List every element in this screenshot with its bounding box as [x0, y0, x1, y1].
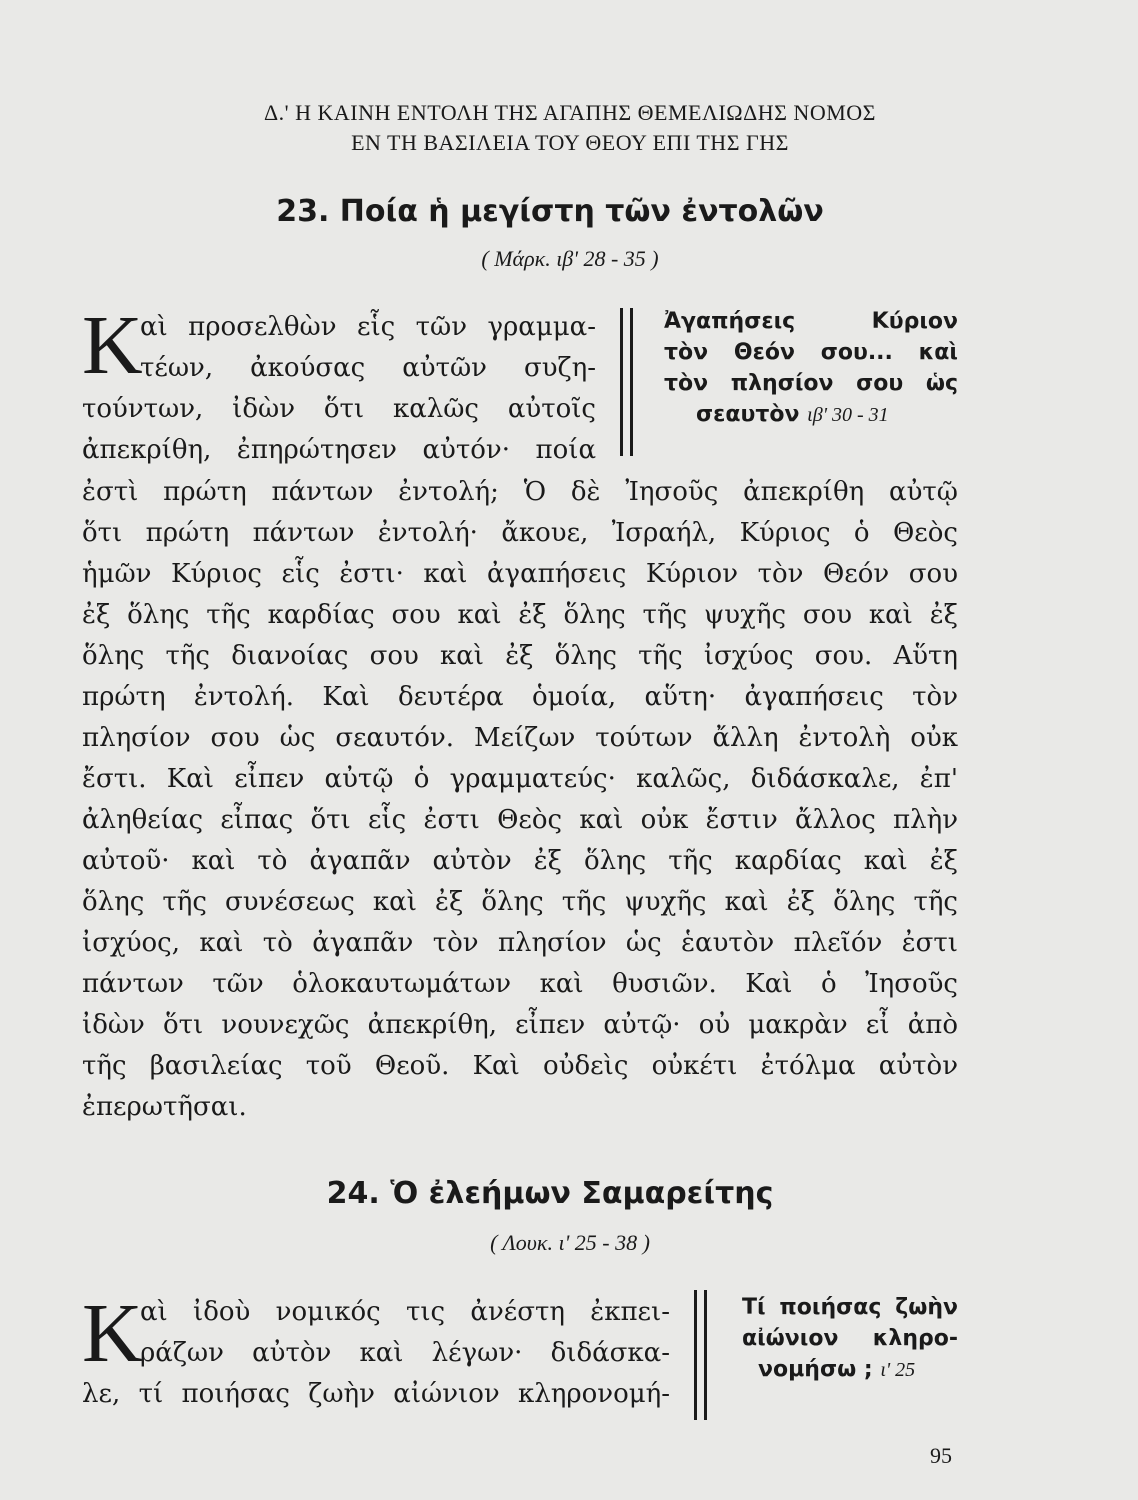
side-note-last-word: σεαυτὸν	[696, 402, 800, 427]
running-head	[120, 98, 1020, 158]
side-note-rule-right	[630, 308, 633, 456]
body-line: τῆς βασιλείας τοῦ Θεοῦ. Καὶ οὐδεὶς οὐκέτι ἐτόλμα αὐτὸν	[82, 1051, 958, 1081]
body-line: αὐτοῦ· καὶ τὸ ἀγαπᾶν αὐτὸν ἐξ ὅλης τῆς καρδίας καὶ ἐξ	[82, 846, 958, 876]
side-note-reference: ιβ' 30 - 31	[807, 404, 889, 426]
section-23-side-note	[664, 306, 958, 431]
section-23-intro-line-2: τέων, ἀκούσας αὐτῶν συζη-	[140, 353, 596, 383]
body-line: ἐξ ὅλης τῆς καρδίας σου καὶ ἐξ ὅλης τῆς ψυχῆς σου καὶ ἐξ	[82, 600, 958, 630]
side-note-line: τὸν Θεόν σου... καὶ	[664, 340, 958, 365]
section-24-intro-line-1: αὶ ἰδοὺ νομικός τις ἀνέστη ἐκπει-	[140, 1297, 670, 1327]
body-line: πρώτη ἐντολή. Καὶ δευτέρα ὁμοία, αὕτη· ἀγαπήσεις τὸν	[82, 682, 958, 712]
running-head-line-1: Δ.' Η ΚΑΙΝΗ ΕΝΤΟΛΗ ΤΗΣ ΑΓΑΠΗΣ ΘΕΜΕΛΙΩΔΗΣ ΝΟΜΟΣ	[264, 100, 876, 125]
section-23-title: 23. Ποία ἡ μεγίστη τῶν ἐντολῶν	[276, 194, 824, 229]
body-line: ὅτι πρώτη πάντων ἐντολή· ἄκουε, Ἰσραήλ, Κύριος ὁ Θεὸς	[82, 518, 958, 548]
section-24-title: 24. Ὁ ἐλεήμων Σαμαρείτης	[326, 1176, 774, 1211]
side-note-rule-left	[694, 1290, 697, 1420]
section-23-drop-cap: Κ	[82, 299, 143, 392]
side-note-line: Ἀγαπήσεις Κύριον	[664, 309, 958, 334]
body-line: ἡμῶν Κύριος εἷς ἐστι· καὶ ἀγαπήσεις Κύριον τὸν Θεόν σου	[82, 559, 958, 589]
body-line: ἔστι. Καὶ εἶπεν αὐτῷ ὁ γραμματεύς· καλῶς, διδάσκαλε, ἐπ'	[82, 764, 958, 794]
section-23-reference: ( Μάρκ. ιβ' 28 - 35 )	[481, 246, 659, 271]
body-line: ὅλης τῆς συνέσεως καὶ ἐξ ὅλης τῆς ψυχῆς καὶ ἐξ ὅλης τῆς	[82, 887, 958, 917]
section-23-intro-line-1: αὶ προσελθὼν εἷς τῶν γραμμα-	[140, 312, 596, 342]
body-line: πλησίον σου ὡς σεαυτόν. Μείζων τούτων ἄλλη ἐντολὴ οὐκ	[82, 723, 958, 753]
side-note-last-word: νομήσω ;	[758, 1357, 873, 1382]
body-line: ἰδὼν ὅτι νουνεχῶς ἀπεκρίθη, εἶπεν αὐτῷ· οὐ μακρὰν εἶ ἀπὸ	[82, 1010, 958, 1040]
section-24-drop-cap: Κ	[82, 1287, 143, 1380]
page-number: 95	[930, 1443, 952, 1468]
body-line: ἐστὶ πρώτη πάντων ἐντολή; Ὁ δὲ Ἰησοῦς ἀπεκρίθη αὐτῷ	[82, 477, 958, 507]
side-note-rule-left	[620, 308, 623, 456]
running-head-line-2: ΕΝ ΤΗ ΒΑΣΙΛΕΙΑ ΤΟΥ ΘΕΟΥ ΕΠΙ ΤΗΣ ΓΗΣ	[351, 130, 789, 155]
body-line: ἀληθείας εἶπας ὅτι εἷς ἐστι Θεὸς καὶ οὐκ ἔστιν ἄλλος πλὴν	[82, 805, 958, 835]
body-line: ὅλης τῆς διανοίας σου καὶ ἐξ ὅλης τῆς ἰσχύος σου. Αὕτη	[82, 641, 958, 671]
side-note-line: Τί ποιήσας ζωὴν	[742, 1295, 958, 1320]
section-24-side-note	[742, 1292, 958, 1386]
body-line: ἐπερωτῆσαι.	[82, 1092, 247, 1122]
side-note-rule-right	[704, 1290, 707, 1420]
section-24-intro-line-2: ράζων αὐτὸν καὶ λέγων· διδάσκα-	[140, 1338, 670, 1368]
body-line: ἰσχύος, καὶ τὸ ἀγαπᾶν τὸν πλησίον ὡς ἑαυτὸν πλεῖόν ἐστι	[82, 928, 958, 958]
section-23-wrapped-line-1: τούντων, ἰδὼν ὅτι καλῶς αὐτοῖς	[82, 394, 596, 424]
section-24-reference: ( Λουκ. ι' 25 - 38 )	[490, 1230, 650, 1255]
section-23-wrapped-line-2: ἀπεκρίθη, ἐπηρώτησεν αὐτόν· ποία	[82, 435, 596, 465]
side-note-reference: ι' 25	[880, 1359, 916, 1381]
side-note-line: τὸν πλησίον σου ὡς	[664, 371, 958, 396]
side-note-line: αἰώνιον κληρο-	[742, 1326, 958, 1351]
section-24-intro-line-3: λε, τί ποιήσας ζωὴν αἰώνιον κληρονομή-	[82, 1379, 670, 1409]
body-line: πάντων τῶν ὁλοκαυτωμάτων καὶ θυσιῶν. Καὶ ὁ Ἰησοῦς	[82, 969, 958, 999]
